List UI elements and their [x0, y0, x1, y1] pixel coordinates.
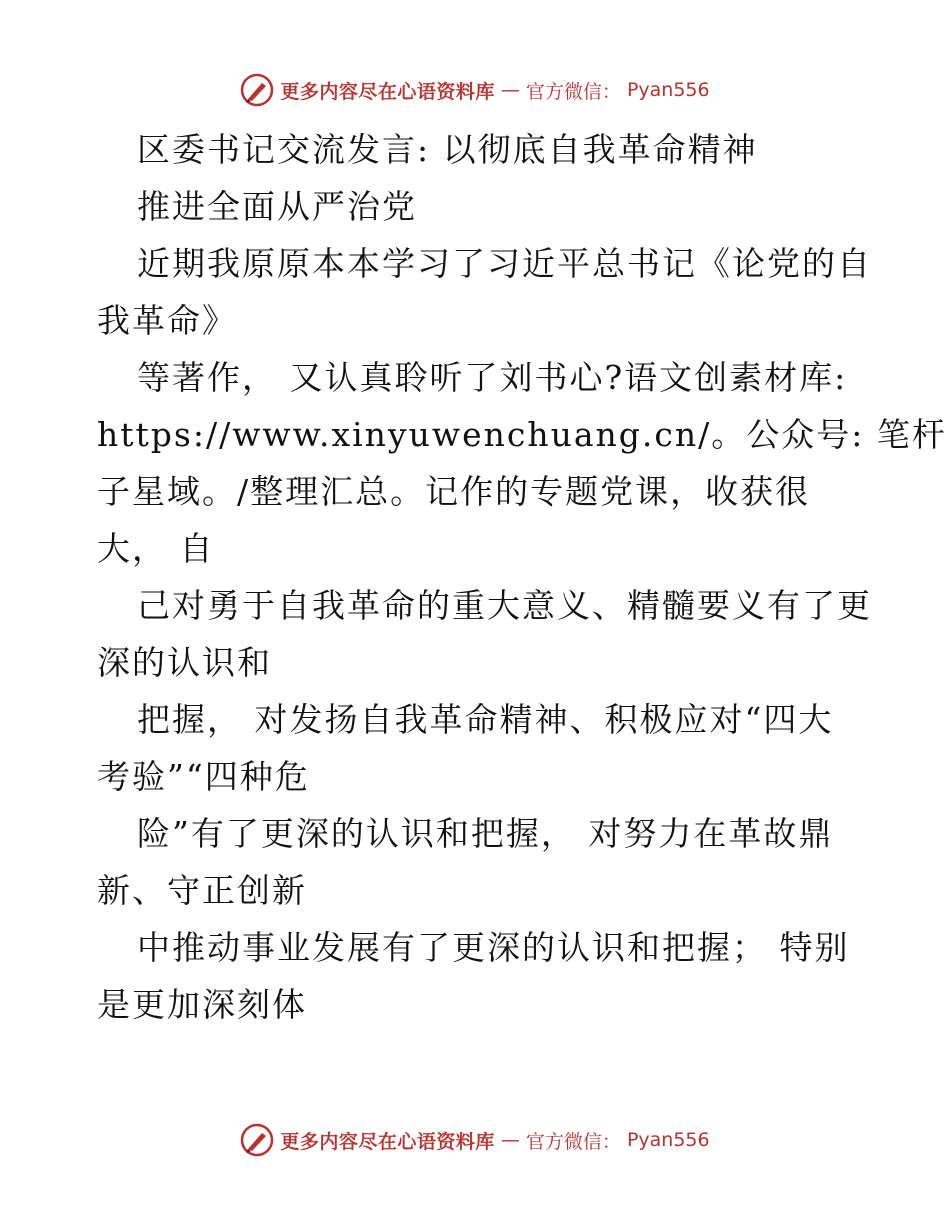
text-line: 区委书记交流发言: 以彻底自我革命精神	[137, 130, 758, 169]
text-line: 大， 自	[97, 529, 215, 568]
text-line: 新、守正创新	[97, 871, 307, 910]
text-line: 近期我原原本本学习了习近平总书记《论党的自	[137, 244, 872, 283]
text-line: 我革命》	[97, 301, 237, 340]
text-line: 子星域。/整理汇总。记作的专题党课，收获很	[97, 472, 811, 511]
watermark-id: Pyan556	[626, 1129, 710, 1151]
document-body	[97, 121, 947, 1033]
text-line: 等著作， 又认真聆听了刘书心?语文创素材库:	[137, 358, 848, 397]
text-line: 深的认识和	[97, 643, 272, 682]
pen-logo-icon	[240, 73, 274, 107]
text-line: 把握， 对发扬自我革命精神、积极应对“四大	[137, 700, 834, 739]
text-line: 险”有了更深的认识和把握， 对努力在革故鼎	[137, 814, 834, 853]
watermark-label: 官方微信：	[525, 1130, 621, 1153]
pen-logo-icon	[240, 1123, 274, 1157]
watermark-text: 更多内容尽在心语资料库	[280, 80, 495, 103]
watermark-label: 官方微信：	[525, 80, 621, 103]
text-line: https://www.xinyuwenchuang.cn/。公众号: 笔杆	[97, 415, 947, 454]
watermark-separator: —	[500, 1129, 520, 1151]
watermark-separator: —	[500, 79, 520, 101]
header-watermark	[0, 70, 950, 110]
text-line: 考验”“四种危	[97, 757, 310, 796]
text-line: 己对勇于自我革命的重大意义、精髓要义有了更	[137, 586, 872, 625]
footer-watermark	[0, 1120, 950, 1160]
text-line: 是更加深刻体	[97, 985, 307, 1024]
watermark-id: Pyan556	[626, 79, 710, 101]
watermark-text: 更多内容尽在心语资料库	[280, 1130, 495, 1153]
text-line: 中推动事业发展有了更深的认识和把握； 特别	[137, 928, 850, 967]
text-line: 推进全面从严治党	[137, 187, 417, 226]
